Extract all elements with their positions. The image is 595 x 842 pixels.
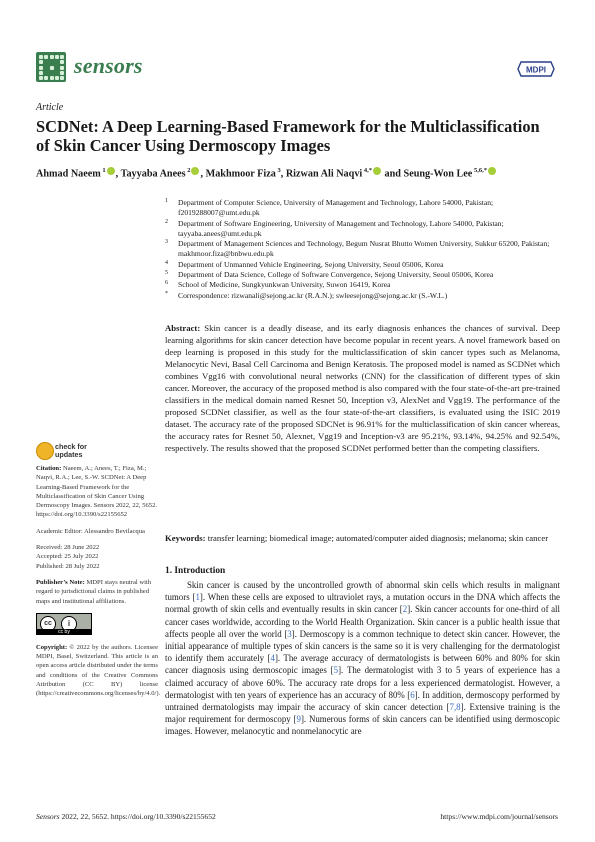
logo-dot — [39, 55, 43, 59]
citation-text: Naeem, A.; Anees, T.; Fiza, M.; Naqvi, R.A.; Lee, S.-W. SCDNet: A Deep Learning-Based Framework for the Multiclassification of Skin Cancer Using Dermoscopy Images. Sensors 2022, 22, 5652. https://doi.org/10.3390/s22155652 — [36, 465, 158, 519]
note-text: MDPI stays neutral with regard to jurisdictional claims in published maps and institutional affiliations. — [36, 578, 152, 605]
reference-link[interactable]: 3 — [287, 628, 292, 639]
footer-citation — [36, 812, 216, 821]
author-affiliation-marker: 5,6,* — [472, 167, 487, 174]
introduction-text — [165, 579, 560, 738]
academic-editor — [36, 527, 158, 536]
abstract-text: Skin cancer is a deadly disease, and its early diagnosis enhances the chances of survival. Deep learning algorithms for skin cancer detection have become popular in recent years. A novel framework based on deep learning is proposed in this study for the multiclassification of skin cancer types such as Melanoma, Melanocytic Nevi, Basal Cell Carcinoma and Benign Keratosis. The proposed model is named as SCDNet which combines Vgg16 with convolutional neural networks (CNN) for the classification of different types of skin cancer. Moreover, the accuracy of the proposed method is also compared with the four state-of-the-art pre-trained classifiers in the medical domain named Resnet 50, Inception v3, AlexNet and Vgg19. The performance of the proposed SCDNet classifier, as well as the four state-of-the-art classifiers, is evaluated using the ISIC 2019 dataset. The accuracy rate of the proposed SDCNet is 96.91% for the multiclassification of skin cancer whereas, the accuracy rates for Resnet 50, Alexnet, Vgg19 and Inception-v3 are 95.21%, 93.14%, 94.25% and 92.54%, respectively. The results showed that the proposed SCDNet performed better than the competing classifiers. — [165, 323, 560, 453]
affiliation-text: Department of Software Engineering, University of Management and Technology, Lahore 54000, Pakistan; tayyaba.anees@umt.edu.pk — [178, 218, 504, 238]
sidebar — [36, 464, 161, 706]
affiliation-text: Department of Management Sciences and Technology, Begum Nusrat Bhutto Women University, Sukkur 65200, Pakistan; makhmoor.fiza@bnbwu.edu.pk — [178, 239, 550, 259]
logo-dot — [60, 76, 64, 80]
journal-name: sensors — [74, 53, 143, 78]
logo-dot — [50, 76, 54, 80]
intro-text-segment: ]. Numerous forms of skin cancers can be identified using dermoscopic images. However, melanocytic and nonmelanocytic are — [165, 714, 560, 737]
affiliation-text: School of Medicine, Sungkyunkwan University, Suwon 16419, Korea — [178, 280, 391, 290]
logo-dot — [39, 60, 43, 64]
affiliation-number: 2 — [165, 218, 168, 225]
logo-dot — [60, 71, 64, 75]
logo-dot — [39, 66, 43, 70]
author-name: Ahmad Naeem — [36, 168, 101, 180]
article-type: Article — [36, 102, 64, 113]
reference-link[interactable]: 6 — [410, 689, 415, 700]
affiliation-number: 6 — [165, 280, 168, 287]
section-heading: 1. Introduction — [165, 566, 226, 576]
intro-text-segment: ]. In addition, dermoscopy performed by untrained dermatologists may impair the accuracy of skin cancer detection [ — [165, 689, 560, 713]
affiliation-number: 1 — [165, 198, 168, 204]
intro-text-segment: ]. Dermoscopy is a common technique to detect skin cancer. However, the initial appearance of multiple types of skin cancers is the same so it is very challenging for the dermatologist to identify them accurately [ — [165, 628, 560, 664]
copyright-text: © 2022 by the authors. Licensee MDPI, Basel, Switzerland. This article is an open access article distributed under the terms and conditions of the Creative Commons Attribution (CC BY) license (https://creativecommons.org/licenses/by/4.0/). — [36, 643, 161, 698]
author-name: Makhmoor Fiza — [205, 168, 276, 180]
logo-dot — [39, 71, 43, 75]
copyright — [36, 643, 161, 699]
intro-text-segment: ]. The dermatologist with 3 to 5 years of experience has a claimed accuracy of above 60%. The accuracy rate drops for a less experienced dermatologist. However, a dermatologist with ten years of experience has an accuracy of 80% [ — [165, 665, 560, 700]
logo-dot — [50, 66, 54, 70]
footer-journal: Sensors — [36, 812, 60, 821]
logo-dot — [39, 76, 43, 80]
cc-by-license-icon[interactable]: cc i cc by — [36, 613, 92, 635]
cc-badge-label: cc by — [37, 629, 91, 635]
author-name: Seung-Won Lee — [403, 168, 473, 180]
logo-dot — [60, 66, 64, 70]
affiliation-number: 5 — [165, 270, 168, 277]
affiliation-item — [165, 291, 560, 301]
logo-dot — [44, 55, 48, 59]
published-date: Published: 28 July 2022 — [36, 562, 100, 570]
logo-dot — [44, 76, 48, 80]
orcid-icon[interactable] — [191, 167, 199, 175]
logo-dot — [55, 55, 59, 59]
abstract-label: Abstract: — [165, 323, 201, 333]
affiliation-text: Department of Unmanned Vehicle Engineering, Sejong University, Seoul 05006, Korea — [178, 259, 444, 269]
orcid-icon[interactable] — [488, 167, 496, 175]
editor-name: Alessandro Bevilacqua — [83, 527, 145, 535]
affiliation-text: Department of Computer Science, University of Management and Technology, Lahore 54000, Pakistan; f2019288007@umt.edu.pk — [178, 198, 494, 218]
author-affiliation-marker: 1 — [100, 167, 106, 174]
footer-doi[interactable]: 2022, 22, 5652. https://doi.org/10.3390/s22155652 — [61, 812, 216, 821]
keywords-label: Keywords: — [165, 533, 206, 543]
author-list: Ahmad Naeem $^1$ , Tayyaba Anees $^2$ , Makhmoor Fiza $^3$, Rizwan Ali Naqvi $^{4,*}$ and Seung-Won Lee $^{5,6,*}$ — [36, 167, 566, 179]
received-date: Received: 28 June 2022 — [36, 544, 100, 552]
reference-link[interactable]: 2 — [402, 604, 408, 615]
author-affiliation-marker: 4,* — [362, 167, 372, 174]
orcid-icon[interactable] — [107, 167, 115, 175]
note-label: Publisher’s Note: — [36, 578, 85, 586]
intro-text-segment: ]. When these cells are exposed to ultraviolet rays, a mutation occurs in the DNA which affects the normal growth of skin cells and eventually results in skin cancer [ — [165, 592, 560, 615]
reference-link[interactable]: 7,8 — [449, 702, 461, 713]
affiliation-item — [165, 280, 560, 290]
affiliations — [165, 198, 560, 301]
affiliation-item — [165, 260, 560, 270]
intro-text-segment: ]. Extensive training is the major requirement for dermoscopy [ — [165, 702, 560, 725]
abstract — [165, 323, 560, 454]
keywords — [165, 533, 560, 545]
logo-dot — [55, 76, 59, 80]
author-name: Rizwan Ali Naqvi — [285, 168, 363, 180]
affiliation-text: Correspondence: rizwanali@sejong.ac.kr (R.A.N.); swleesejong@sejong.ac.kr (S.-W.L.) — [178, 290, 448, 300]
footer-journal-url[interactable]: https://www.mdpi.com/journal/sensors — [440, 812, 558, 821]
reference-link[interactable]: 4 — [270, 653, 275, 664]
affiliation-text: Department of Data Science, College of Software Convergence, Sejong University, Seoul 05006, Korea — [178, 270, 494, 280]
author-affiliation-marker: 2 — [185, 167, 191, 174]
citation-label: Citation: — [36, 465, 62, 472]
intro-text-segment: ]. The average accuracy of dermatologists is between 60% and 80% for skin cancer diagnosis using dermoscopic images [ — [165, 653, 560, 676]
orcid-icon[interactable] — [373, 167, 381, 175]
affiliation-number: 4 — [165, 259, 168, 266]
keywords-text: transfer learning; biomedical image; automated/computer aided diagnosis; melanoma; skin cancer — [207, 533, 549, 543]
reference-link[interactable]: 1 — [195, 592, 200, 603]
check-updates-link[interactable]: check for updates — [55, 442, 87, 459]
publisher-note — [36, 578, 158, 606]
affiliation-item — [165, 219, 560, 240]
accepted-date: Accepted: 25 July 2022 — [36, 553, 99, 561]
intro-text-segment: Skin cancer is caused by the uncontrolled growth of abnormal skin cells which results in malignant tumors [ — [165, 580, 560, 603]
article-title: SCDNet: A Deep Learning-Based Framework for the Multiclassification of Skin Cancer Using Dermoscopy Images — [36, 117, 540, 155]
citation — [36, 464, 158, 520]
logo-dot — [60, 55, 64, 59]
logo-dot — [50, 55, 54, 59]
affiliation-item — [165, 198, 560, 219]
journal-logo-icon — [36, 52, 66, 82]
intro-text-segment: ]. Skin cancer accounts for one-third of all cancer cases worldwide, according to the World Health Organization. Skin cancer is a public health issue that affects people all over the world [ — [165, 604, 560, 639]
affiliation-item — [165, 270, 560, 280]
mdpi-logo-text: MDPI — [526, 65, 546, 75]
author-affiliation-marker: 3 — [275, 167, 281, 174]
editor-label: Academic Editor: — [36, 527, 83, 535]
affiliation-item — [165, 239, 560, 260]
check-updates-icon[interactable] — [36, 442, 54, 460]
reference-link[interactable]: 9 — [296, 714, 301, 725]
logo-dot — [60, 60, 64, 64]
affiliation-number: * — [165, 290, 168, 297]
reference-link[interactable]: 5 — [333, 665, 339, 676]
mdpi-logo-icon — [517, 60, 555, 78]
copyright-label: Copyright: — [36, 643, 68, 651]
author-name: Tayyaba Anees — [120, 168, 186, 180]
affiliation-number: 3 — [165, 239, 168, 246]
